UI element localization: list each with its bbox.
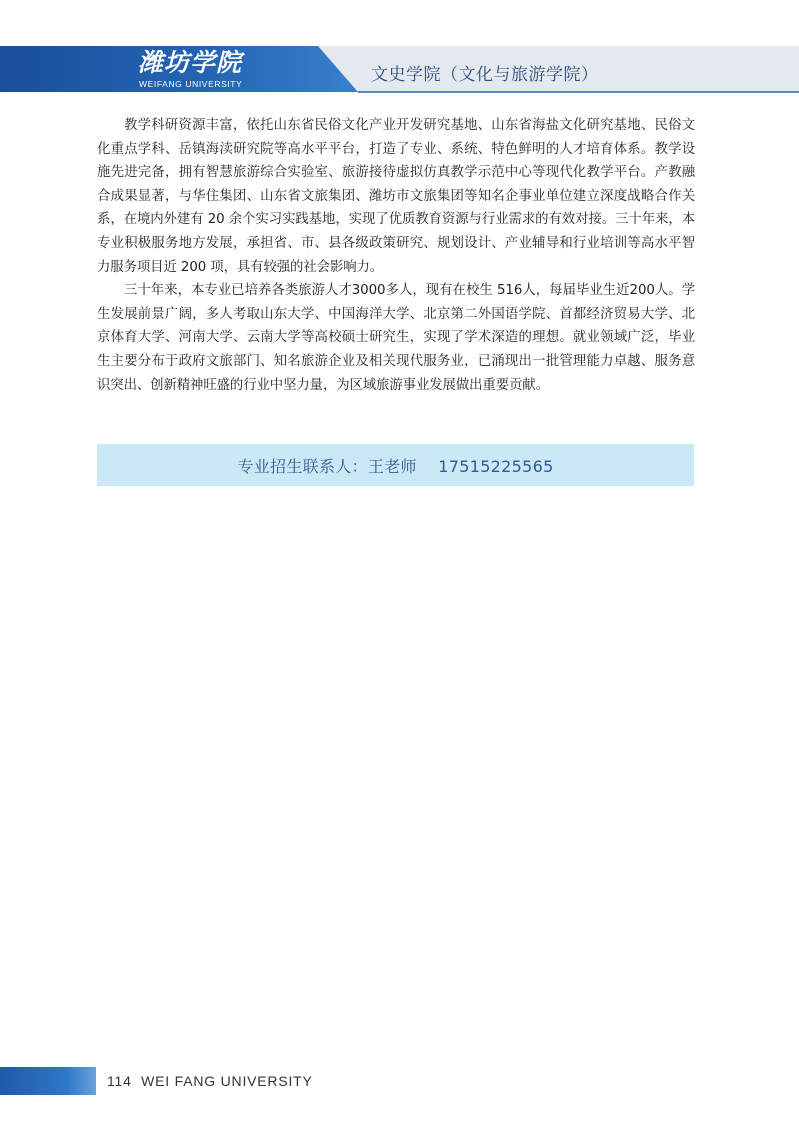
contact-text: 专业招生联系人：王老师 17515225565: [237, 456, 554, 476]
page-header: [0, 0, 799, 100]
logo-english-name: WEIFANG UNIVERSITY: [139, 79, 243, 89]
section-title: 文史学院（文化与旅游学院）: [371, 65, 599, 85]
contact-box: [97, 444, 694, 486]
university-emblem-icon: [0, 0, 36, 36]
logo-chinese-name: 潍坊学院: [138, 48, 243, 77]
footer-blue-bar: [0, 1067, 96, 1095]
body-content: [97, 114, 695, 397]
page-footer: [0, 1064, 799, 1100]
paragraph-resources: 教学科研资源丰富，依托山东省民俗文化产业开发研究基地、山东省海盐文化研究基地、民俗文化重点学科、岳镇海渎研究院等高水平平台，打造了专业、系统、特色鲜明的人才培育体系。教学设施先进完备，拥有智慧旅游综合实验室、旅游接待虚拟仿真教学示范中心等现代化教学平台。产教融合成果显著，与华住集团、山东省文旅集团、潍坊市文旅集团等知名企事业单位建立深度战略合作关系，在境内外建有 20 余个实习实践基地，实现了优质教育资源与行业需求的有效对接。三十年来，本专业积极服务地方发展，承担省、市、县各级政策研究、规划设计、产业辅导和行业培训等高水平智力服务项目近 200 项，具有较强的社会影响力。: [97, 118, 695, 275]
paragraph-graduates: 三十年来，本专业已培养各类旅游人才3000多人，现有在校生 516人，每届毕业生近200人。学生发展前景广阔，多人考取山东大学、中国海洋大学、北京第二外国语学院、首都经济贸易大学、北京体育大学、河南大学、云南大学等高校硕士研究生，实现了学术深造的理想。就业领域广泛，毕业生主要分布于政府文旅部门、知名旅游企业及相关现代服务业，已涌现出一批管理能力卓越、服务意识突出、创新精神旺盛的行业中坚力量，为区域旅游事业发展做出重要贡献。: [97, 283, 695, 393]
footer-page-label: 114 WEI FANG UNIVERSITY: [107, 1073, 313, 1089]
